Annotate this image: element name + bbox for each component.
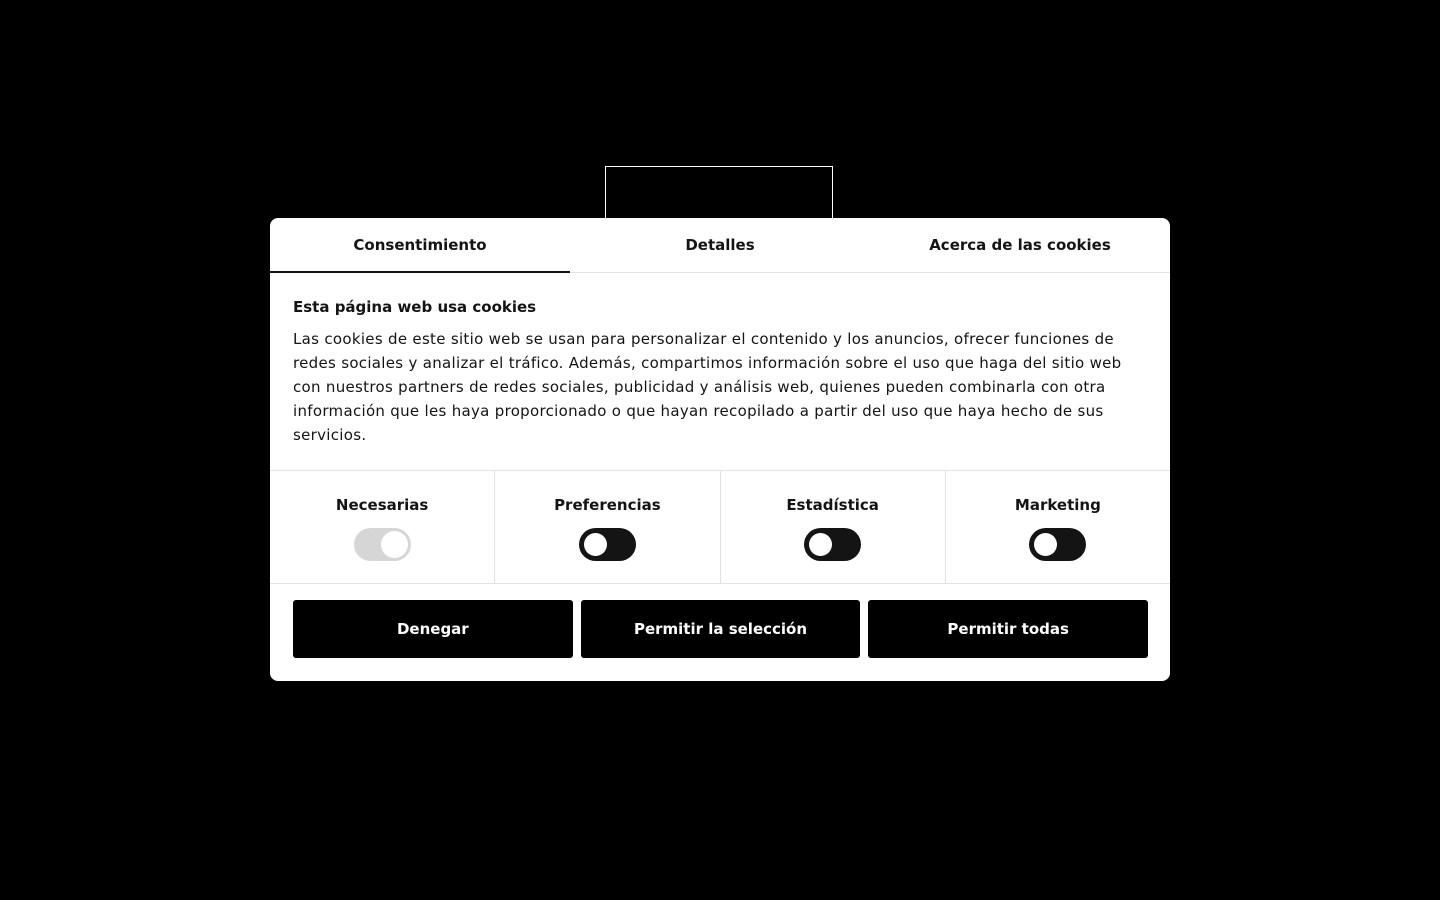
consent-actions xyxy=(270,584,1170,658)
toggle-knob xyxy=(584,533,607,556)
category-label: Marketing xyxy=(1014,496,1101,514)
preferences-toggle[interactable] xyxy=(579,528,636,561)
consent-description: Las cookies de este sitio web se usan para personalizar el contenido y los anuncios, ofrecer funciones de redes sociales y analizar el tráfico. Además, compartimos información sobre el uso que haga del sitio web con nuestros partners de redes sociales, publicidad y análisis web, quienes pueden combinarla con otra información que les haya proporcionado o que hayan recopilado a partir del uso que haya hecho de sus servicios. xyxy=(293,330,1122,444)
tab-details[interactable]: Detalles xyxy=(685,236,755,254)
cookie-consent-dialog xyxy=(270,218,1170,681)
tab-about-cookies[interactable]: Acerca de las cookies xyxy=(929,236,1111,254)
necessary-toggle xyxy=(354,528,411,561)
consent-title: Esta página web usa cookies xyxy=(293,298,537,316)
toggle-knob xyxy=(1034,533,1057,556)
category-label: Necesarias xyxy=(335,496,429,514)
dialog-tabs xyxy=(270,218,1170,273)
marketing-toggle[interactable] xyxy=(1029,528,1086,561)
category-label: Estadística xyxy=(786,496,879,514)
statistics-toggle[interactable] xyxy=(804,528,861,561)
category-necessary xyxy=(270,471,495,583)
toggle-knob xyxy=(381,531,408,558)
allow-selection-button[interactable]: Permitir la selección xyxy=(581,600,861,658)
backdrop-frame xyxy=(605,166,833,226)
allow-all-button[interactable]: Permitir todas xyxy=(868,600,1148,658)
consent-body xyxy=(270,273,1170,471)
category-label: Preferencias xyxy=(554,496,661,514)
category-statistics xyxy=(721,471,946,583)
cookie-category-toggles xyxy=(270,471,1170,584)
tab-consent[interactable]: Consentimiento xyxy=(270,218,570,272)
category-preferences xyxy=(495,471,720,583)
toggle-knob xyxy=(809,533,832,556)
category-marketing xyxy=(946,471,1170,583)
deny-button[interactable]: Denegar xyxy=(293,600,573,658)
